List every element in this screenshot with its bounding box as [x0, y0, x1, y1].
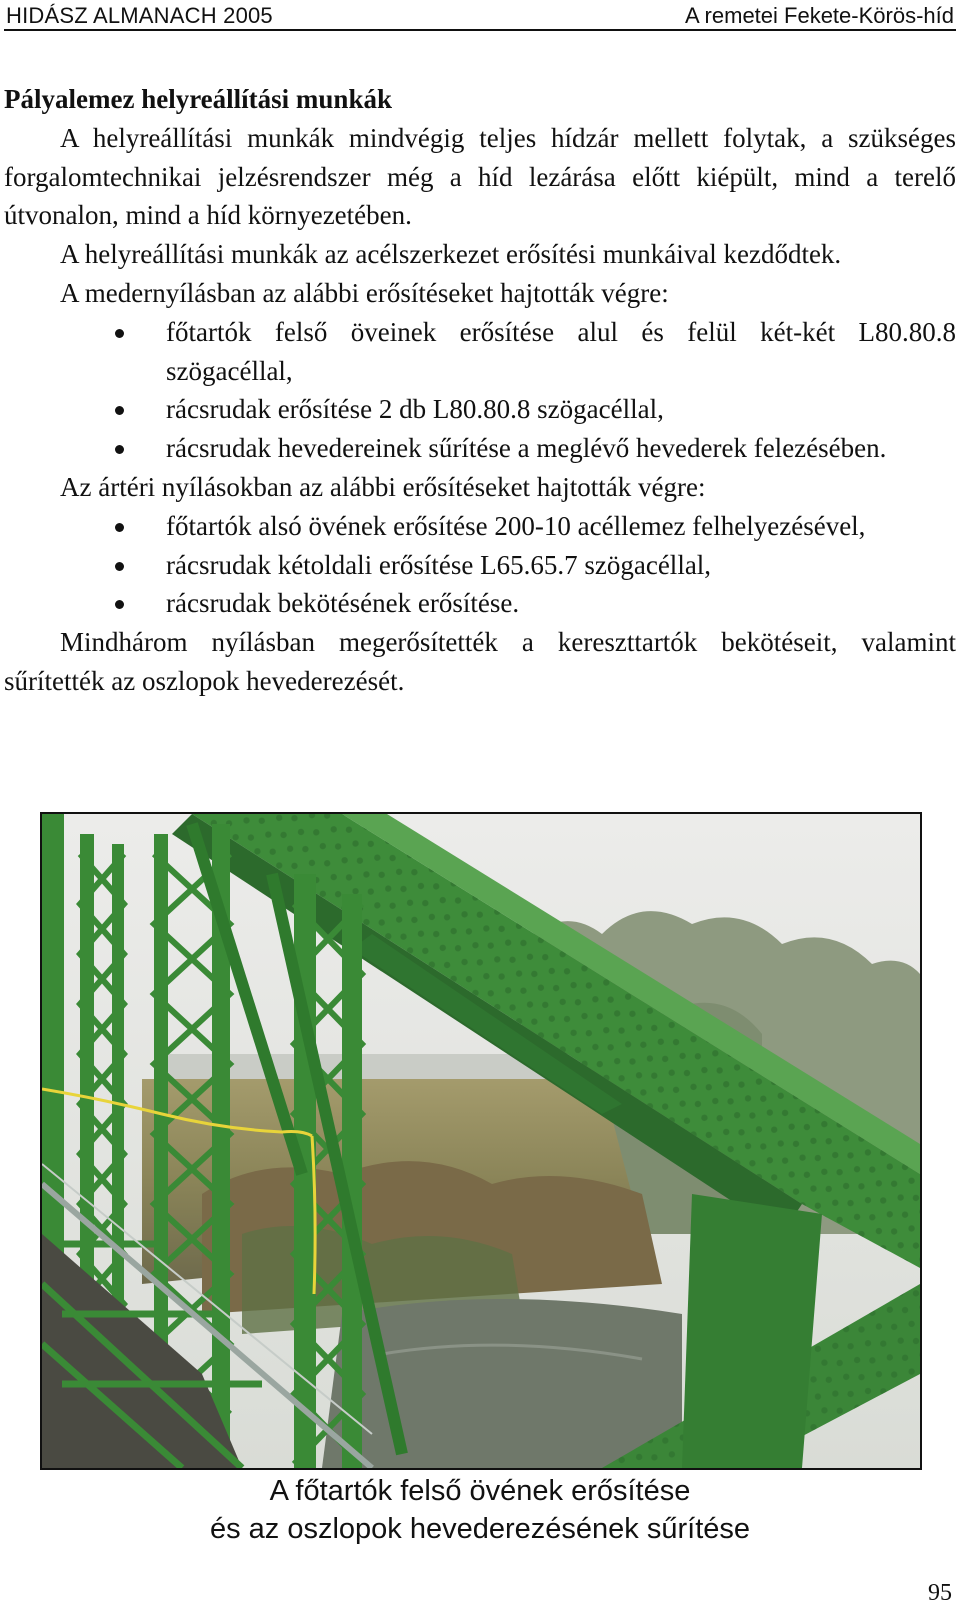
bullet-list-main-span	[4, 313, 956, 468]
list-item: főtartók alsó övének erősítése 200-10 acéllemez felhelyezésével,	[166, 507, 956, 546]
header-rule	[4, 29, 956, 31]
page-number: 95	[928, 1580, 952, 1606]
section-heading: Pályalemez helyreállítási munkák	[4, 84, 392, 114]
journal-title: HIDÁSZ ALMANACH 2005	[6, 3, 273, 28]
running-header	[0, 0, 960, 30]
paragraph-5: Mindhárom nyílásban megerősítették a kereszttartók bekötéseit, valamint sűrítették az oszlopok hevederezését.	[4, 627, 956, 696]
bullet-icon	[115, 600, 124, 609]
list-item: rácsrudak kétoldali erősítése L65.65.7 szögacéllal,	[166, 546, 956, 585]
paragraph-4: Az ártéri nyílásokban az alábbi erősítéseket hajtották végre:	[60, 471, 706, 502]
bullet-list-flood-spans	[4, 507, 956, 623]
bullet-icon	[115, 406, 124, 415]
bullet-icon	[115, 445, 124, 454]
list-item: főtartók felső öveinek erősítése alul és felül két-két L80.80.8 szögacéllal,	[166, 313, 956, 391]
paragraph-2: A helyreállítási munkák az acélszerkezet erősítési munkáival kezdődtek.	[60, 239, 842, 270]
paragraph-1: A helyreállítási munkák mindvégig teljes hídzár mellett folytak, a szükséges forgalomtechnikai jelzésrendszer még a híd lezárása előtt kiépült, mind a terelő útvonalon, mind a híd környezetében.	[4, 122, 956, 231]
article-title: A remetei Fekete-Körös-híd	[684, 3, 954, 28]
paragraph-3: A medernyílásban az alábbi erősítéseket hajtották végre:	[60, 277, 669, 308]
list-item: rácsrudak bekötésének erősítése.	[166, 584, 956, 623]
figure-caption	[0, 1472, 960, 1548]
bridge-photo	[40, 812, 922, 1470]
caption-line-2: és az oszlopok hevederezésének sűrítése	[209, 1513, 751, 1545]
bullet-icon	[115, 523, 124, 532]
article-body	[4, 80, 956, 701]
list-item: rácsrudak erősítése 2 db L80.80.8 szögacéllal,	[166, 390, 956, 429]
bullet-icon	[115, 329, 124, 338]
bullet-icon	[115, 562, 124, 571]
caption-line-1: A főtartók felső övének erősítése	[269, 1475, 691, 1507]
list-item: rácsrudak hevedereinek sűrítése a meglévő hevederek felezésében.	[166, 429, 956, 468]
